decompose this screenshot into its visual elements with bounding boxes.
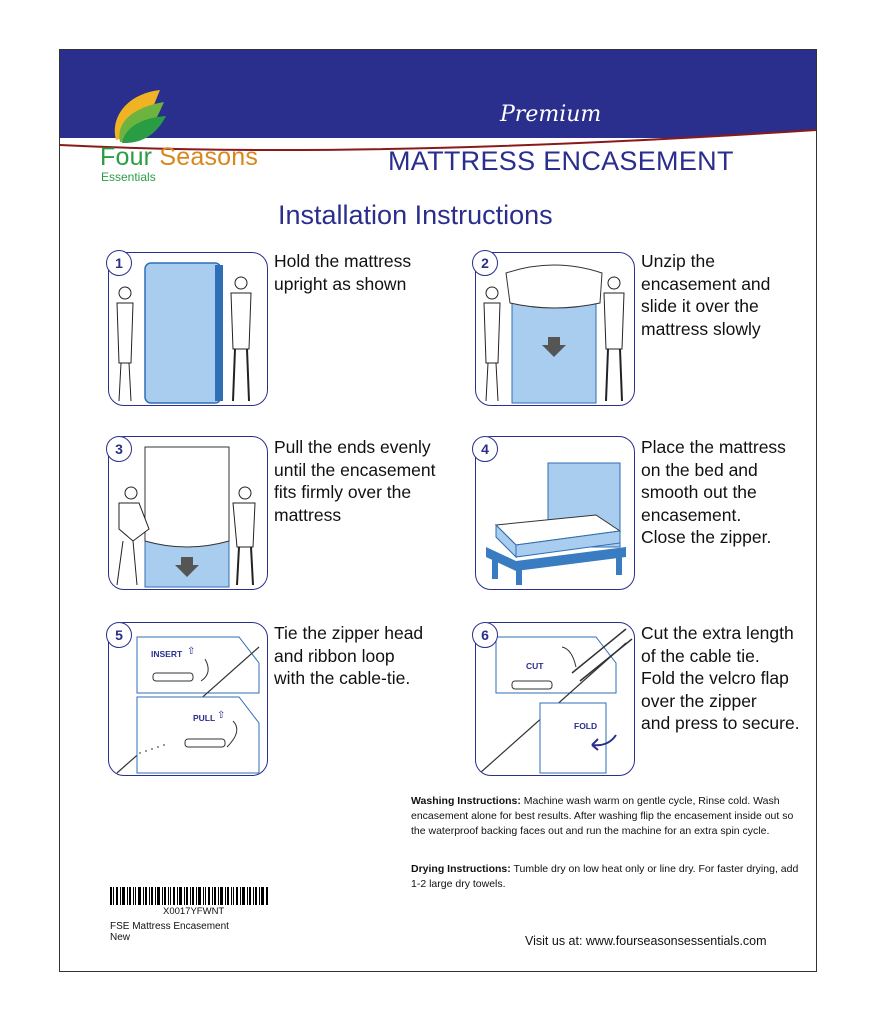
washing-instructions [411, 794, 801, 839]
step-3-text [274, 436, 436, 526]
drying-label: Drying Instructions: [411, 863, 511, 875]
step-1-line: Hold the mattress [274, 251, 412, 271]
premium-label: Premium [500, 102, 602, 127]
pull-arrow-icon: ⇧ [217, 710, 226, 721]
step-1-line: upright as shown [274, 273, 407, 294]
step-6-number: 6 [472, 622, 498, 648]
step-5-line: and ribbon loop [274, 645, 395, 666]
step-2-line: slide it over the [641, 296, 759, 316]
step-2-line: mattress slowly [641, 318, 761, 339]
step-6-illustration [475, 622, 635, 776]
step-2-number: 2 [472, 250, 498, 276]
step-6-drawing [476, 623, 634, 775]
step-3-line: fits firmly over the [274, 482, 412, 502]
step-1-drawing [109, 253, 267, 405]
step-4-line: on the bed and [641, 459, 758, 480]
step-3-line: until the encasement [274, 459, 436, 480]
step-5-line: Tie the zipper head [274, 623, 424, 643]
step-1-number: 1 [106, 250, 132, 276]
step-6-line: and press to secure. [641, 713, 800, 733]
step-4-line: Close the zipper. [641, 527, 772, 547]
product-name: FSE Mattress Encasement [110, 921, 229, 932]
website-footer: Visit us at: www.fourseasonsessentials.com [525, 934, 767, 948]
step-5-illustration [108, 622, 268, 776]
step-4-drawing [476, 437, 634, 589]
brand-name [100, 143, 258, 172]
step-4-illustration [475, 436, 635, 590]
leaf-logo-icon [108, 88, 168, 148]
page-title: MATTRESS ENCASEMENT [388, 146, 734, 176]
step-5-line: with the cable-tie. [274, 668, 411, 688]
instruction-sheet [59, 49, 817, 972]
brand-word-seasons: Seasons [159, 143, 259, 171]
brand-word-four: Four [100, 143, 153, 171]
step-3-line: Pull the ends evenly [274, 437, 431, 457]
step-2-drawing [476, 253, 634, 405]
pull-label: PULL [193, 713, 216, 723]
step-1-illustration [108, 252, 268, 406]
step-2-text [641, 250, 770, 340]
step-5-text [274, 622, 423, 690]
step-2-illustration [475, 252, 635, 406]
washing-text: Machine wash warm on gentle cycle, Rinse cold. Wash encasement alone for best results. After washing flip the encasement inside out so the waterproof backing faces out and run the machine for an extra spin cycle. [411, 795, 794, 837]
step-6-line: over the zipper [641, 690, 757, 711]
step-2-line: Unzip the [641, 251, 715, 271]
washing-label: Washing Instructions: [411, 795, 521, 807]
step-6-line: Cut the extra length [641, 623, 794, 643]
step-4-line: smooth out the [641, 482, 757, 502]
step-3-drawing [109, 437, 267, 589]
product-condition: New [110, 932, 131, 943]
brand-subtitle: Essentials [101, 170, 156, 184]
insert-arrow-icon: ⇧ [187, 646, 196, 657]
step-4-number: 4 [472, 436, 498, 462]
drying-text: Tumble dry on low heat only or line dry. For faster drying, add 1-2 large dry towels. [411, 863, 799, 890]
barcode-image [110, 887, 270, 905]
step-3-illustration [108, 436, 268, 590]
step-6-line: Fold the velcro flap [641, 668, 789, 688]
step-3-line: mattress [274, 504, 342, 525]
step-4-text [641, 436, 786, 549]
section-title: Installation Instructions [278, 200, 553, 230]
step-4-line: encasement. [641, 504, 742, 525]
cut-label: CUT [526, 661, 544, 671]
step-4-line: Place the mattress [641, 437, 786, 457]
step-1-text [274, 250, 411, 295]
drying-instructions [411, 862, 801, 892]
barcode-code: X0017YFWNT [163, 906, 225, 917]
insert-label: INSERT [151, 649, 183, 659]
barcode-product [110, 921, 229, 943]
step-2-line: encasement and [641, 273, 771, 294]
step-5-number: 5 [106, 622, 132, 648]
step-6-text [641, 622, 800, 735]
step-3-number: 3 [106, 436, 132, 462]
fold-label: FOLD [574, 721, 598, 731]
step-6-line: of the cable tie. [641, 645, 760, 666]
